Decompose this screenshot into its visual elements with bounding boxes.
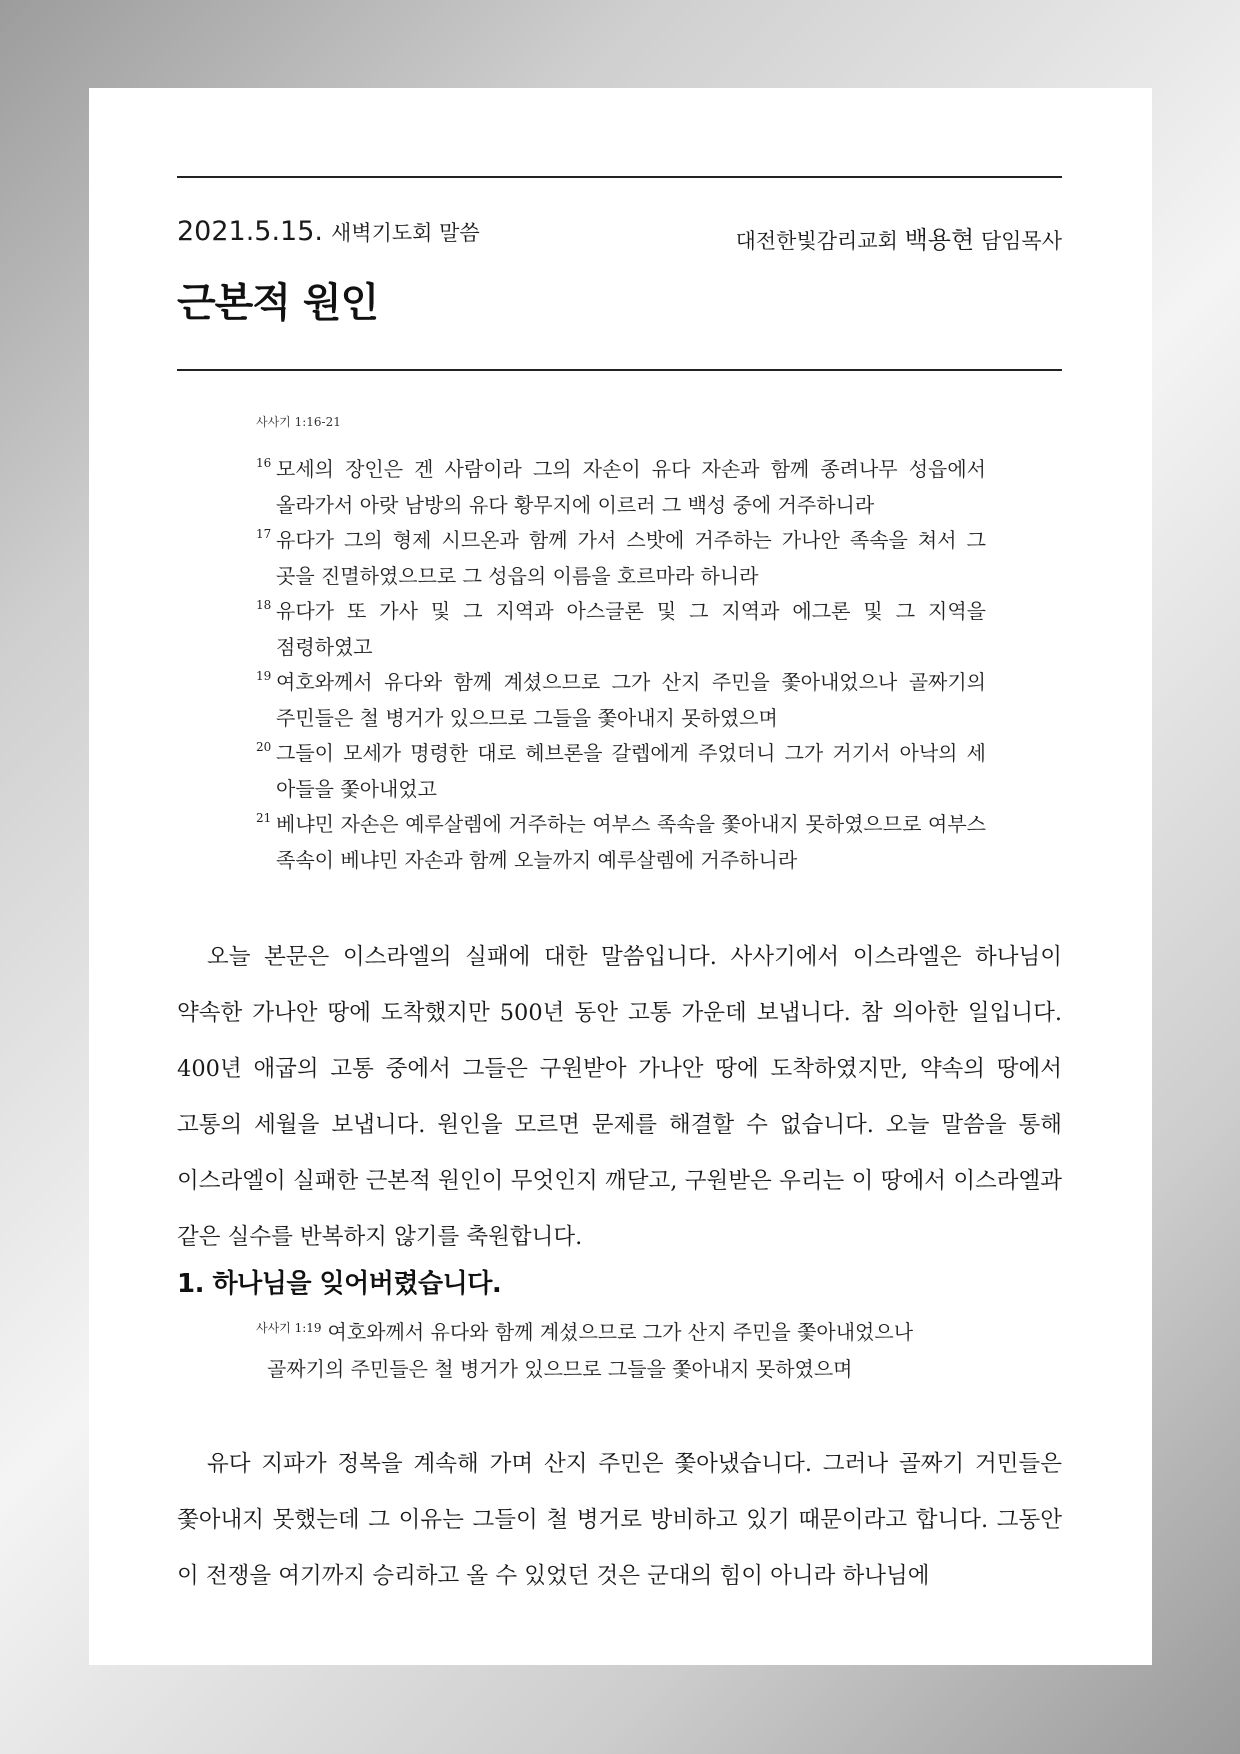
quote-line-2: 골짜기의 주민들은 철 병거가 있으므로 그들을 쫓아내지 못하였으며 [267,1357,853,1381]
document-page [89,88,1152,1665]
verse-number: 21 [256,811,272,825]
intro-paragraph: 오늘 본문은 이스라엘의 실패에 대한 말씀입니다. 사사기에서 이스라엘은 하나님이 약속한 가나안 땅에 도착했지만 500년 동안 고통 가운데 보냅니다. 참 의아한 일입니다. 400년 애굽의 고통 중에서 그들은 구원받아 가나안 땅에 도착하였지만, 약속의 땅에서 고통의 세월을 보냅니다. 원인을 모르면 문제를 해결할 수 없습니다. 오늘 말씀을 통해 이스라엘이 실패한 근본적 원인이 무엇인지 깨닫고, 구원받은 우리는 이 땅에서 이스라엘과 같은 실수를 반복하지 않기를 축원합니다. [177,944,1062,1250]
section-1-scripture-quote [256,1310,986,1388]
scripture-passage [256,413,986,878]
scripture-reference: 사사기 1:16-21 [256,415,341,429]
verse-text: 그들이 모세가 명령한 대로 헤브론을 갈렙에게 주었더니 그가 거기서 아낙의 세 아들을 쫓아내었고 [276,741,986,801]
sermon-date: 2021.5.15. [177,216,323,247]
sermon-date-line [177,216,480,247]
verse-21 [256,807,986,878]
sermon-title: 근본적 원인 [177,280,379,326]
verse-number: 16 [256,456,272,470]
verse-text: 유다가 그의 형제 시므온과 함께 가서 스밧에 거주하는 가나안 족속을 쳐서 그 곳을 진멸하였으므로 그 성읍의 이름을 호르마라 하니라 [276,528,986,588]
verse-number: 17 [256,527,272,541]
verse-text: 유다가 또 가사 및 그 지역과 아스글론 및 그 지역과 에그론 및 그 지역을 점령하였고 [276,599,986,659]
sermon-header [177,216,1062,256]
church-name: 대전한빛감리교회 [735,229,898,253]
quote-line-1: 여호와께서 유다와 함께 계셨으므로 그가 산지 주민을 쫓아내었으나 [327,1320,914,1344]
pastor-title: 담임목사 [980,229,1062,253]
verse-text: 베냐민 자손은 예루살렘에 거주하는 여부스 족속을 쫓아내지 못하였으므로 여부스 족속이 베냐민 자손과 함께 오늘까지 예루살렘에 거주하니라 [276,812,986,872]
pastor-name: 백용현 [904,226,975,254]
verse-16 [256,452,986,523]
quote-reference: 사사기 1:19 [256,1321,322,1335]
verse-number: 18 [256,598,272,612]
verse-17 [256,523,986,594]
verse-text: 모세의 장인은 겐 사람이라 그의 자손이 유다 자손과 함께 종려나무 성읍에서 올라가서 아랏 남방의 유다 황무지에 이르러 그 백성 중에 거주하니라 [276,457,986,517]
verse-number: 19 [256,669,272,683]
verse-20 [256,736,986,807]
verse-18 [256,594,986,665]
section-1-paragraph: 유다 지파가 정복을 계속해 가며 산지 주민은 쫓아냈습니다. 그러나 골짜기 거민들은 쫓아내지 못했는데 그 이유는 그들이 철 병거로 방비하고 있기 때문이라고 합니다. 그동안 이 전쟁을 여기까지 승리하고 올 수 있었던 것은 군대의 힘이 아니라 하나님에 [177,1451,1062,1589]
service-name: 새벽기도회 말씀 [331,221,480,245]
verse-number: 20 [256,740,272,754]
verse-19 [256,665,986,736]
title-divider [177,369,1062,371]
church-pastor-line [736,220,1062,255]
verse-text: 여호와께서 유다와 함께 계셨으므로 그가 산지 주민을 쫓아내었으나 골짜기의 주민들은 철 병거가 있으므로 그들을 쫓아내지 못하였으며 [276,670,986,730]
section-1-heading: 1. 하나님을 잊어버렸습니다. [177,1269,502,1299]
top-divider [177,176,1062,178]
